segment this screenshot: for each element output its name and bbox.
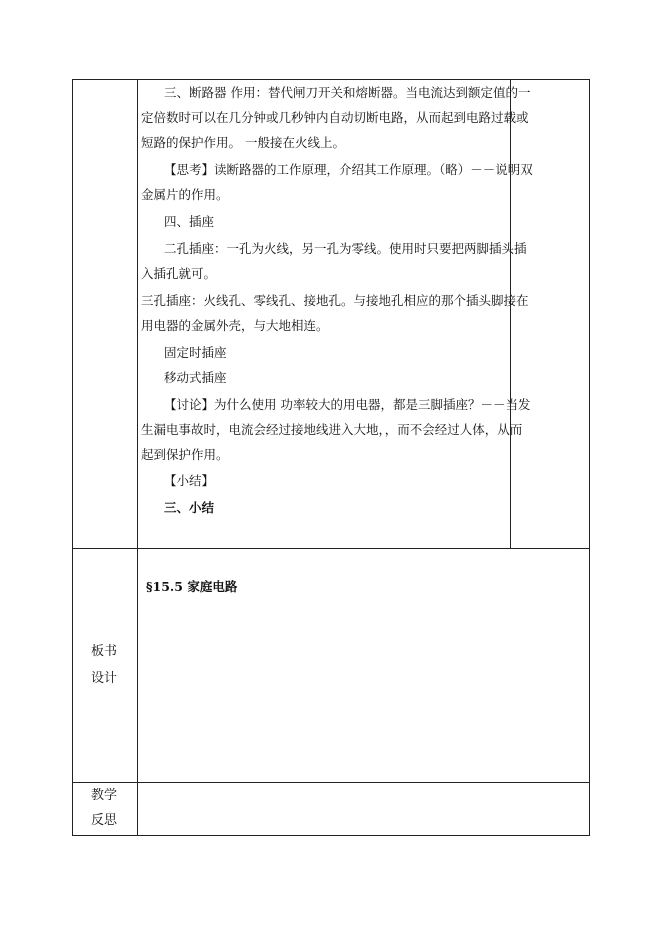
socket-heading: 四、插座 [164,214,215,229]
row-divider-board [72,548,590,549]
board-design-label-2: 设计 [90,671,117,686]
table-left-border [72,79,73,836]
fixed-socket: 固定时插座 [164,345,227,360]
table-bottom-border [72,835,590,836]
notes-column-divider [510,79,511,549]
reflection-label-2: 反思 [90,813,117,828]
board-title: §15.5 家庭电路 [146,579,238,594]
breaker-line-1: 三、断路器 作用：替代闸刀开关和熔断器。当电流达到额定值的一 [164,85,531,100]
two-hole-line-1: 二孔插座：一孔为火线，另一孔为零线。使用时只要把两脚插头插 [164,241,527,256]
two-hole-line-2: 入插孔就可。 [141,266,217,281]
table-top-border [72,79,590,80]
breaker-line-2: 定倍数时可以在几分钟或几秒钟内自动切断电路，从而起到电路过载或 [141,110,529,125]
breaker-line-3: 短路的保护作用。 一般接在火线上。 [141,135,345,150]
think-line-2: 金属片的作用。 [141,187,229,202]
board-design-label-1: 板书 [90,644,117,659]
summary-heading: 三、小结 [164,500,215,515]
label-column-divider [137,79,138,836]
discussion-line-2: 生漏电事故时，电流会经过接地线进入大地，，而不会经过人体，从而 [141,422,523,437]
three-hole-line-1: 三孔插座：火线孔、零线孔、接地孔。与接地孔相应的那个插头脚接在 [141,293,529,308]
row-divider-reflection [72,782,590,783]
discussion-line-1: 【讨论】为什么使用 功率较大的用电器，都是三脚插座？－－当发 [164,397,531,412]
summary-bracket: 【小结】 [164,473,215,488]
reflection-label-1: 教学 [90,788,117,803]
three-hole-line-2: 用电器的金属外壳，与大地相连。 [141,318,329,333]
mobile-socket: 移动式插座 [164,370,227,385]
table-right-border [589,79,590,836]
think-line-1: 【思考】读断路器的工作原理，介绍其工作原理。（略）－－说明双 [164,162,533,177]
discussion-line-3: 起到保护作用。 [141,447,229,462]
